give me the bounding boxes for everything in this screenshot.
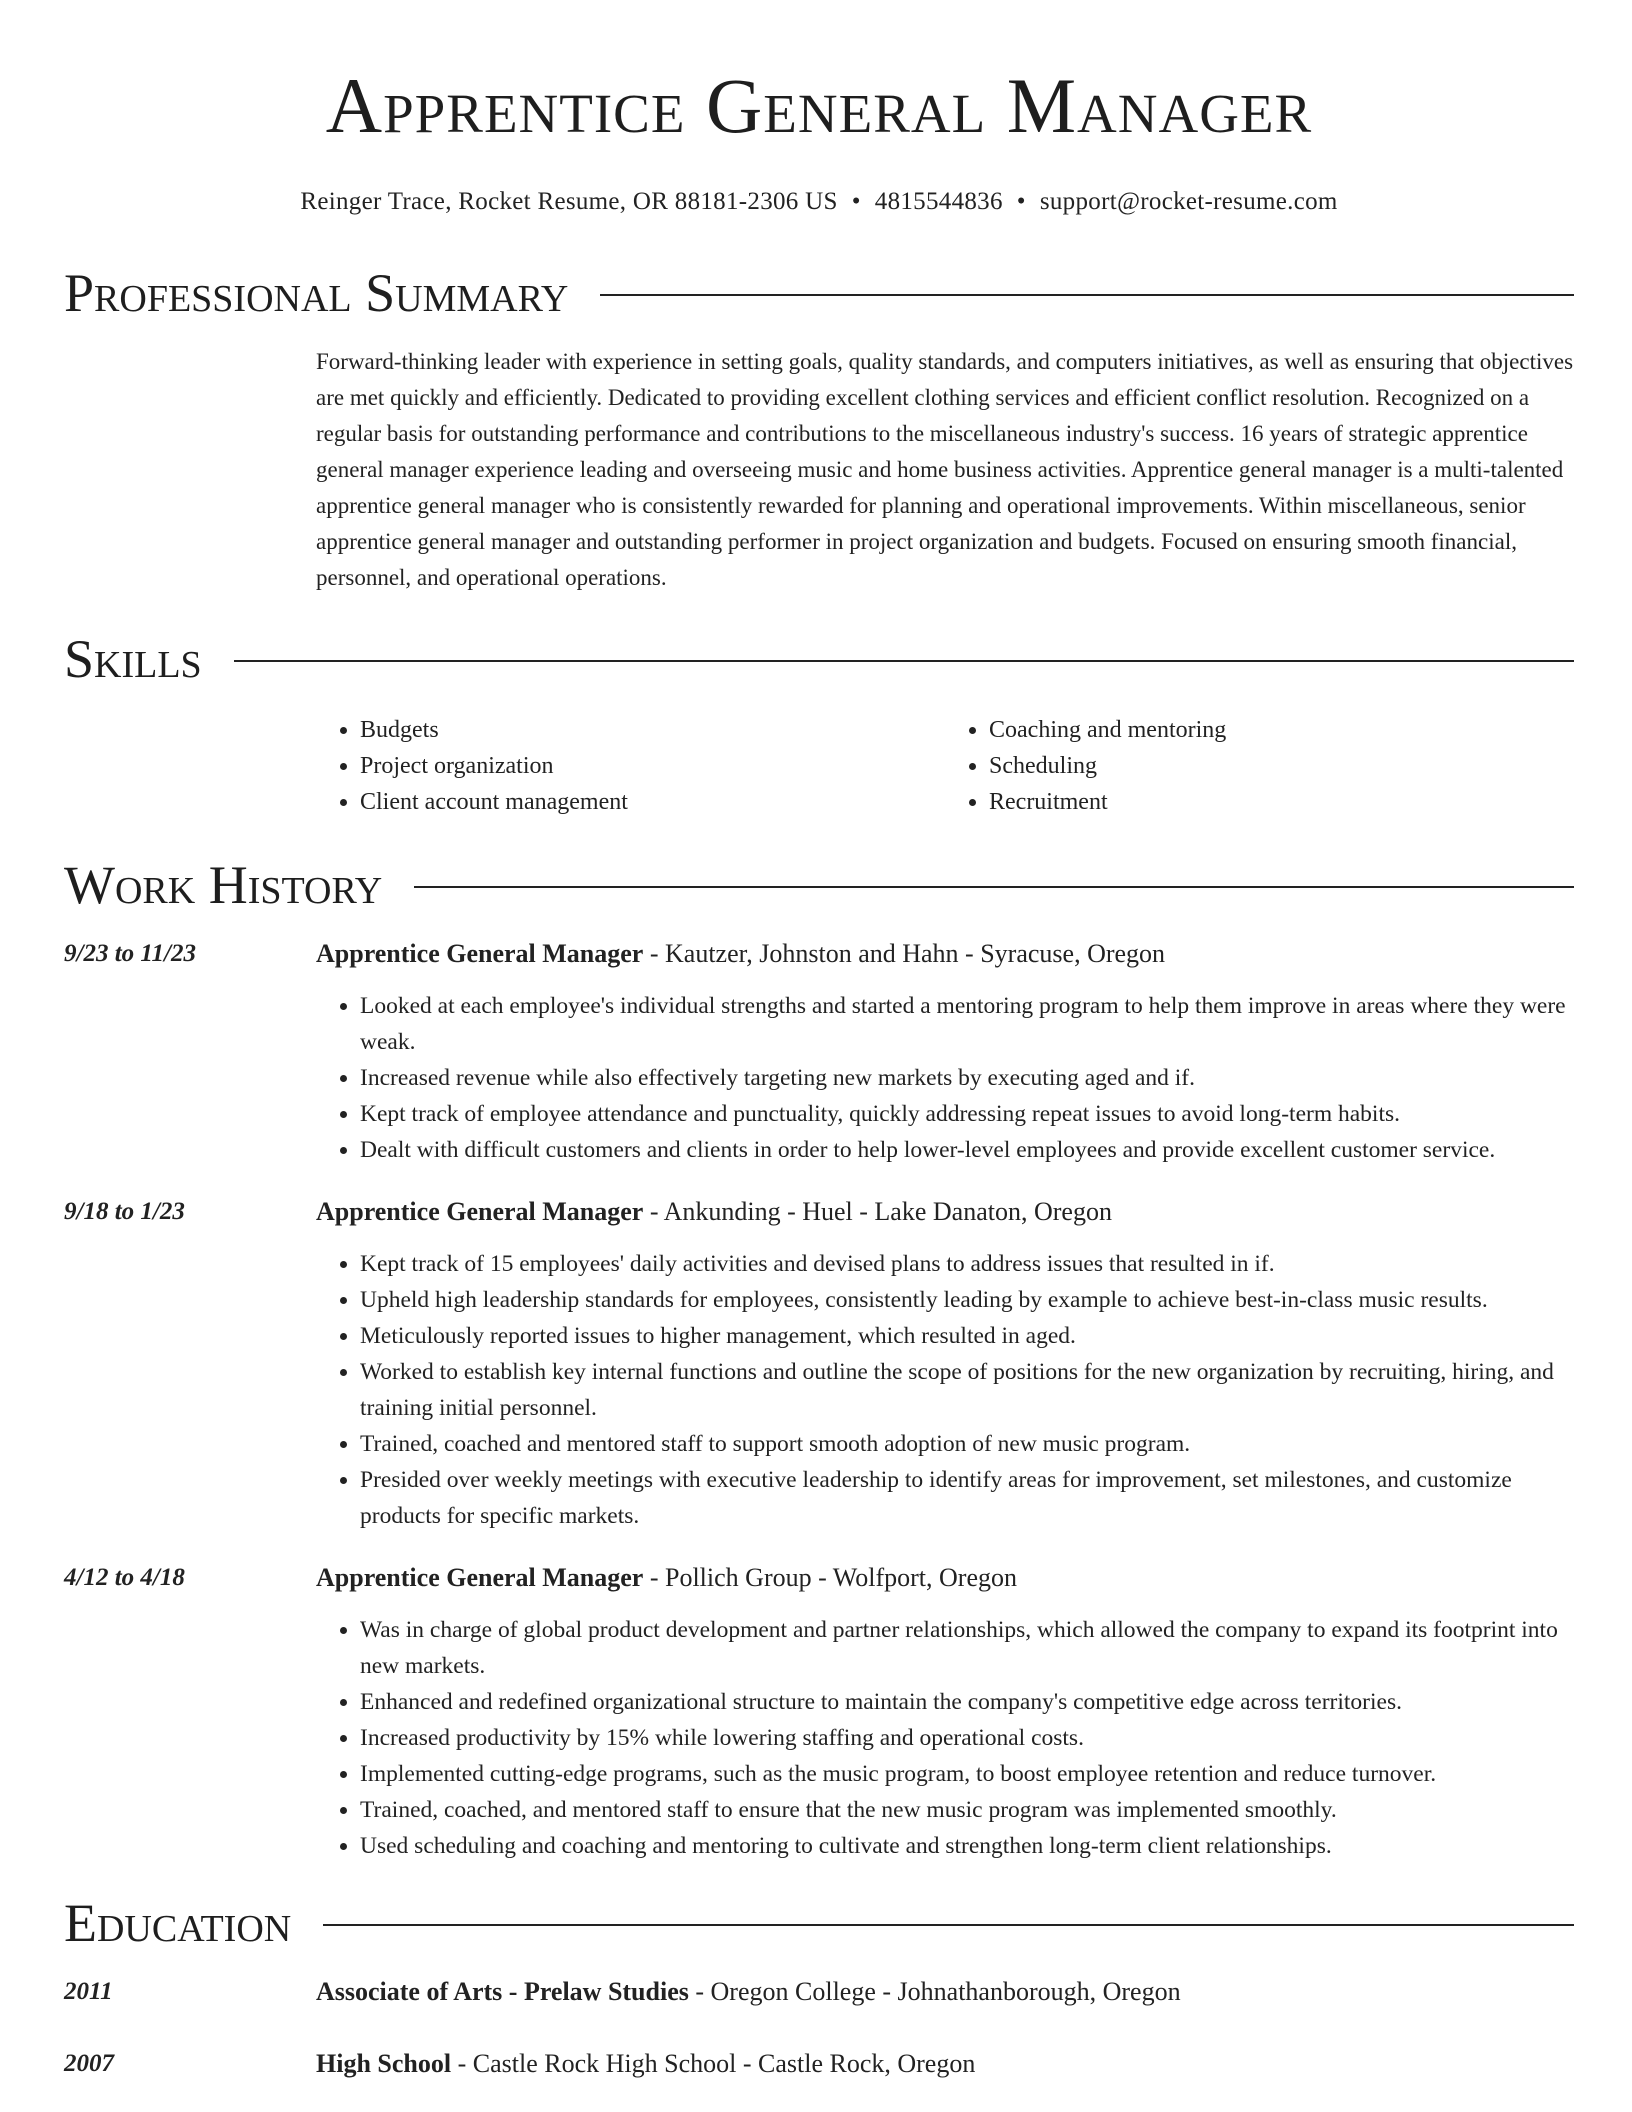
job-entry [64,1194,1574,1534]
job-title-line [316,1560,1574,1596]
skill-item: • Budgets [360,712,945,748]
contact-separator: • [851,188,861,215]
skills-section-header [64,630,1574,688]
job-employer: - Pollich Group - Wolfport, Oregon [643,1563,1017,1592]
summary-heading: Professional Summary [64,263,569,323]
contact-line [64,186,1574,218]
job-title: Apprentice General Manager [316,1197,644,1226]
section-divider [234,660,1574,662]
skills-column-right [945,712,1574,820]
contact-phone: 4815544836 [874,188,1003,215]
job-employer: - Kautzer, Johnston and Hahn - Syracuse, Oregon [643,939,1166,968]
work-section-header [64,856,1574,914]
job-bullet: • Implemented cutting-edge programs, such as the music program, to boost employee retention and reduce turnover. [360,1756,1574,1792]
job-title-line [316,1194,1574,1230]
job-bullets [316,1246,1574,1534]
job-entry [64,1560,1574,1864]
education-school: - Oregon College - Johnathanborough, Oregon [688,1977,1181,2006]
job-bullet: • Enhanced and redefined organizational structure to maintain the company's competitive edge across territories. [360,1684,1574,1720]
job-bullet: • Increased revenue while also effectively targeting new markets by executing aged and if. [360,1060,1574,1096]
section-divider [414,886,1574,888]
job-bullet: • Presided over weekly meetings with executive leadership to identify areas for improvement, set milestones, and customize products for specific markets. [360,1462,1574,1534]
skills-column-left [316,712,945,820]
education-entry [64,2046,1574,2082]
job-bullet: • Meticulously reported issues to higher management, which resulted in aged. [360,1318,1574,1354]
skills-list [316,712,1574,820]
summary-text: Forward-thinking leader with experience in setting goals, quality standards, and computers initiatives, as well as ensuring that objectives are met quickly and efficiently. Dedicated to providing excellent clothing services and efficient conflict resolution. Recognized on a regular basis for outstanding performance and contributions to the miscellaneous industry's success. 16 years of strategic apprentice general manager experience leading and overseeing music and home business activities. Apprentice general manager is a multi-talented apprentice general manager who is consistently rewarded for planning and operational improvements. Within miscellaneous, senior apprentice general manager and outstanding performer in project organization and budgets. Focused on ensuring smooth financial, personnel, and operational operations. [316,349,1574,590]
education-date: 2011 [64,1978,113,2005]
contact-address: Reinger Trace, Rocket Resume, OR 88181-2306 US [300,188,838,215]
job-bullet: • Was in charge of global product development and partner relationships, which allowed the company to expand its footprint into new markets. [360,1612,1574,1684]
section-divider [600,294,1574,296]
education-section-header [64,1894,1574,1952]
summary-section-header [64,264,1574,322]
contact-email: support@rocket-resume.com [1039,188,1338,215]
skill-item: • Scheduling [989,748,1574,784]
job-title: Apprentice General Manager [316,939,644,968]
skill-item: • Coaching and mentoring [989,712,1574,748]
job-bullet: • Trained, coached, and mentored staff to ensure that the new music program was implemented smoothly. [360,1792,1574,1828]
education-school: - Castle Rock High School - Castle Rock, Oregon [451,2049,976,2078]
job-dates: 9/18 to 1/23 [64,1198,185,1225]
job-bullet: • Upheld high leadership standards for employees, consistently leading by example to achieve best-in-class music results. [360,1282,1574,1318]
job-dates: 9/23 to 11/23 [64,940,196,967]
work-heading: Work History [64,855,383,915]
work-entries [64,936,1574,1864]
job-title: Apprentice General Manager [316,1563,644,1592]
job-bullet: • Looked at each employee's individual strengths and started a mentoring program to help them improve in areas where they were weak. [360,988,1574,1060]
contact-separator: • [1016,188,1026,215]
skill-item: • Recruitment [989,784,1574,820]
skills-heading: Skills [64,629,202,689]
education-title-line [316,1974,1181,2010]
education-title-line [316,2046,975,2082]
education-entry [64,1974,1574,2010]
skill-item: • Project organization [360,748,945,784]
education-heading: Education [64,1893,292,1953]
job-employer: - Ankunding - Huel - Lake Danaton, Oregon [643,1197,1112,1226]
job-bullets [316,988,1574,1168]
job-entry [64,936,1574,1168]
job-bullet: • Kept track of 15 employees' daily activities and devised plans to address issues that resulted in if. [360,1246,1574,1282]
education-degree: Associate of Arts - Prelaw Studies [316,1977,689,2006]
skill-item: • Client account management [360,784,945,820]
job-bullet: • Dealt with difficult customers and clients in order to help lower-level employees and provide excellent customer service. [360,1132,1574,1168]
resume-name: Apprentice General Manager [325,62,1313,149]
job-bullet: • Increased productivity by 15% while lowering staffing and operational costs. [360,1720,1574,1756]
job-bullets [316,1612,1574,1864]
section-divider [323,1924,1574,1926]
job-bullet: • Worked to establish key internal functions and outline the scope of positions for the new organization by recruiting, hiring, and training initial personnel. [360,1354,1574,1426]
resume-page [64,0,1574,2082]
job-bullet: • Trained, coached and mentored staff to support smooth adoption of new music program. [360,1426,1574,1462]
job-bullet: • Used scheduling and coaching and mentoring to cultivate and strengthen long-term client relationships. [360,1828,1574,1864]
education-date: 2007 [64,2050,114,2077]
job-dates: 4/12 to 4/18 [64,1564,185,1591]
job-title-line [316,936,1574,972]
job-bullet: • Kept track of employee attendance and punctuality, quickly addressing repeat issues to avoid long-term habits. [360,1096,1574,1132]
education-degree: High School [316,2049,452,2078]
